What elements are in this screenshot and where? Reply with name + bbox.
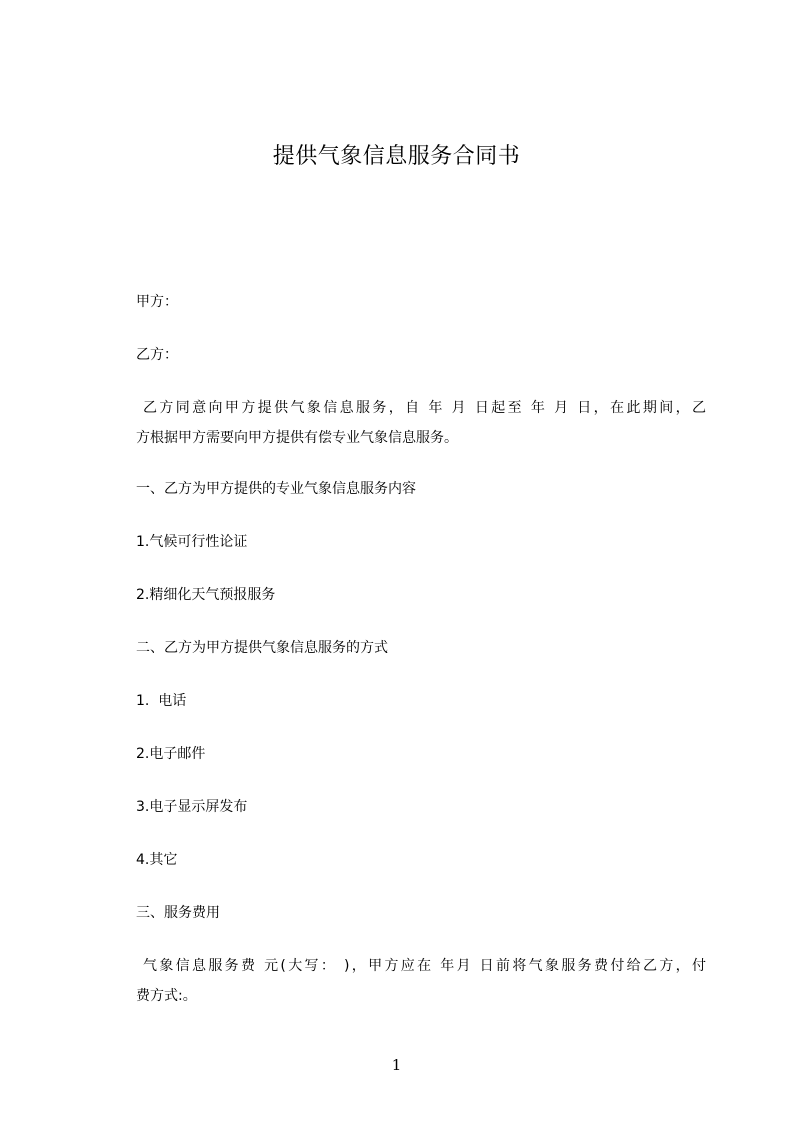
fee-paragraph	[136, 951, 706, 1011]
page-number: 1	[391, 1056, 402, 1074]
party-b-label: 乙方：	[136, 347, 178, 363]
section-1-item-2: 2.精细化天气预报服务	[136, 587, 276, 603]
section-2-item-3: 3.电子显示屏发布	[136, 799, 248, 815]
section-2-item-4: 4.其它	[136, 852, 178, 868]
section-1-heading: 一、乙方为甲方提供的专业气象信息服务内容	[136, 481, 416, 497]
section-2-item-1: 1. 电话	[136, 693, 187, 709]
section-3-heading: 三、服务费用	[136, 905, 220, 921]
intro-line-1: 乙方同意向甲方提供气象信息服务，自 年 月 日起至 年 月 日，在此期间，乙	[143, 400, 706, 416]
party-a-label: 甲方：	[136, 294, 178, 310]
section-1-item-1: 1.气候可行性论证	[136, 534, 248, 550]
fee-line-1: 气象信息服务费 元(大写： )，甲方应在 年月 日前将气象服务费付给乙方，付	[143, 958, 706, 974]
section-2-heading: 二、乙方为甲方提供气象信息服务的方式	[136, 640, 388, 656]
intro-line-2: 方根据甲方需要向甲方提供有偿专业气象信息服务。	[136, 430, 458, 446]
document-title: 提供气象信息服务合同书	[272, 144, 521, 169]
intro-paragraph	[136, 393, 706, 453]
fee-line-2: 费方式:。	[136, 988, 197, 1004]
section-2-item-2: 2.电子邮件	[136, 746, 206, 762]
